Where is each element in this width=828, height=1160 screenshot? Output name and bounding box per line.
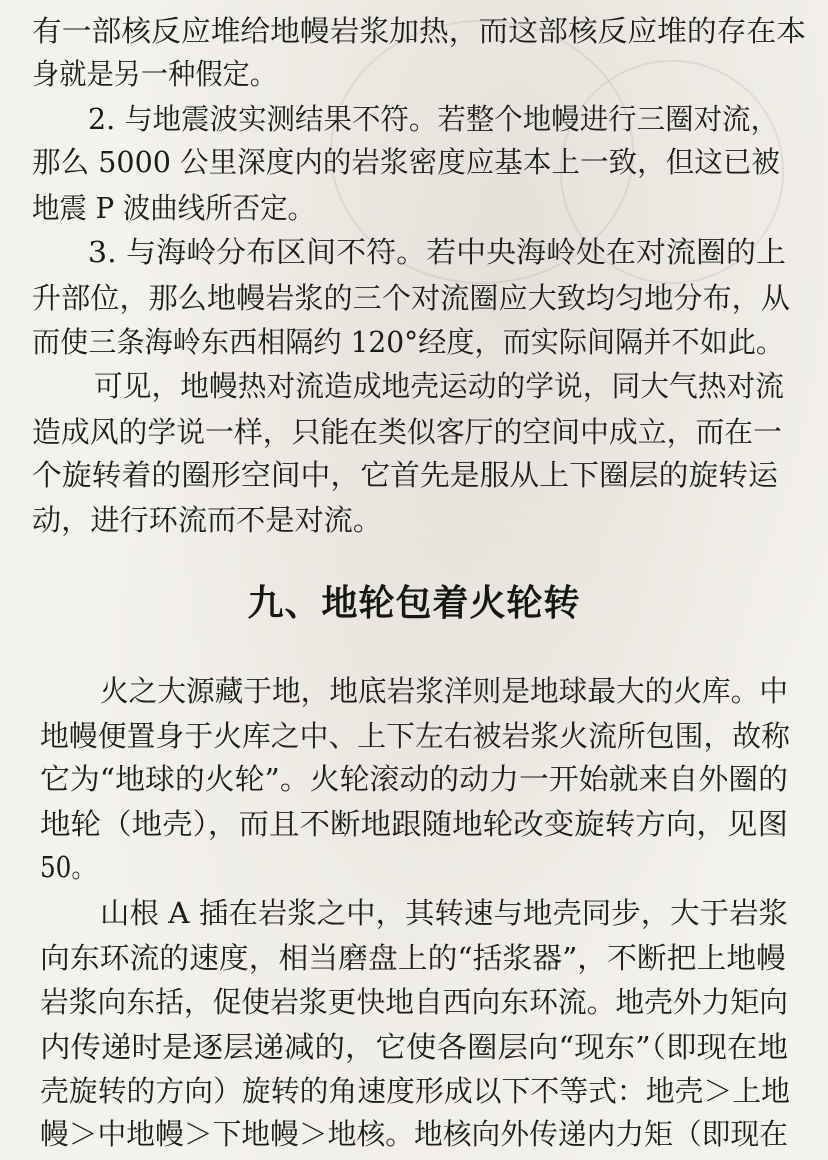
text-line: 地震 P 波曲线所否定。 xyxy=(32,191,315,225)
text-line: 动，进行环流而不是对流。 xyxy=(32,503,383,537)
text-line: 它为“地球的火轮”。火轮滚动的动力一开始就来自外圈的 xyxy=(40,762,788,796)
text-line: 而使三条海岭东西相隔约 120°经度，而实际间隔并不如此。 xyxy=(32,325,784,359)
text-line: 可见，地幔热对流造成地壳运动的学说，同大气热对流 xyxy=(94,369,784,403)
text-line: 50。 xyxy=(40,850,96,884)
text-line: 向东环流的速度，相当磨盘上的“括浆器”，不断把上地幔 xyxy=(40,941,786,975)
text-line: 身就是另一种假定。 xyxy=(32,57,277,91)
text-line: 地幔便置身于火库之中、上下左右被岩浆火流所包围，故称 xyxy=(40,719,790,753)
text-line: 造成风的学说一样，只能在类似客厅的空间中成立，而在一 xyxy=(32,415,782,449)
text-line: 升部位，那么地幔岩浆的三个对流圈应大致均匀地分布，从 xyxy=(32,281,790,315)
text-line: 2. 与地震波实测结果不符。若整个地幔进行三圈对流， xyxy=(88,102,779,136)
text-line: 个旋转着的圈形空间中，它首先是服从上下圈层的旋转运 xyxy=(32,458,778,492)
text-line: 那么 5000 公里深度内的岩浆密度应基本上一致，但这已被 xyxy=(32,145,780,179)
text-line: 地轮（地壳），而且不断地跟随地轮改变旋转方向，见图 xyxy=(40,807,788,841)
text-line: 幔＞中地幔＞下地幔＞地核。地核向外传递内力矩（即现在 xyxy=(40,1117,788,1151)
text-line: 3. 与海岭分布区间不符。若中央海岭处在对流圈的上 xyxy=(88,235,786,269)
text-line: 壳旋转的方向）旋转的角速度形成以下不等式：地壳＞上地 xyxy=(40,1074,790,1108)
text-line: 山根 A 插在岩浆之中，其转速与地壳同步，大于岩浆 xyxy=(100,896,788,930)
text-line: 岩浆向东括，促使岩浆更快地自西向东环流。地壳外力矩向 xyxy=(40,985,788,1019)
section-heading: 九、地轮包着火轮转 xyxy=(247,583,581,624)
text-line: 内传递时是逐层递减的，它使各圈层向“现东”（即现在地 xyxy=(40,1030,788,1064)
text-line: 火之大源藏于地，地底岩浆洋则是地球最大的火库。中 xyxy=(100,674,788,708)
text-line: 有一部核反应堆给地幔岩浆加热，而这部核反应堆的存在本 xyxy=(32,14,806,48)
